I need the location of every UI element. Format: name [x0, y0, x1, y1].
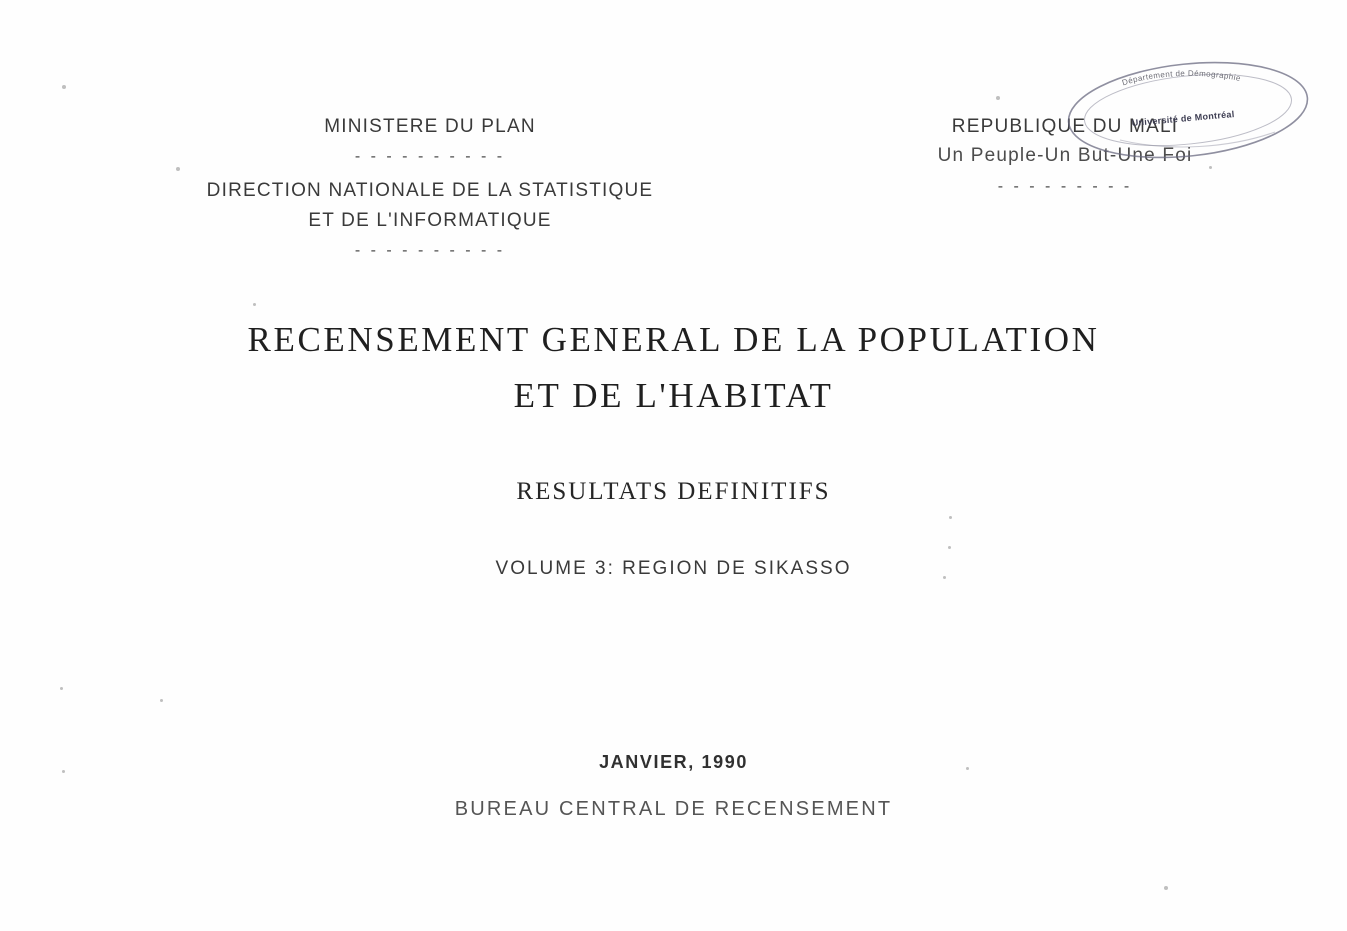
publication-date: JANVIER, 1990: [599, 752, 748, 772]
direction-line-2: ET DE L'INFORMATIQUE: [308, 209, 552, 231]
scan-speck: [160, 699, 163, 702]
scan-speck: [948, 546, 951, 549]
stamp-mid-text: Université de Montréal: [1131, 109, 1235, 128]
ministry-line: MINISTERE DU PLAN: [324, 116, 536, 137]
scan-speck: [996, 96, 1000, 100]
scan-speck: [62, 85, 66, 89]
header-left-separator-2: - - - - - - - - - -: [354, 242, 506, 260]
scan-speck: [949, 516, 952, 519]
republic-line: REPUBLIQUE DU MALI: [951, 116, 1179, 137]
motto-line: Un Peuple-Un But-Une Foi: [937, 145, 1193, 167]
volume-label: VOLUME 3: REGION DE SIKASSO: [495, 558, 852, 579]
direction-line-1: DIRECTION NATIONALE DE LA STATISTIQUE: [206, 180, 654, 202]
header-right-separator: - - - - - - - - -: [997, 177, 1133, 195]
title-line-1: RECENSEMENT GENERAL DE LA POPULATION: [247, 320, 1100, 359]
header-left-separator-1: - - - - - - - - - -: [354, 148, 506, 166]
header-right-block: [830, 112, 1300, 206]
scan-speck: [60, 687, 63, 690]
title-line-2: ET DE L'HABITAT: [513, 376, 834, 415]
scan-speck: [253, 303, 256, 306]
document-subtitle: RESULTATS DEFINITIFS: [516, 478, 831, 505]
stamp-top-text: Département de Démographie: [1120, 68, 1242, 88]
page-title: [0, 320, 1347, 416]
bureau-label: BUREAU CENTRAL DE RECENSEMENT: [454, 798, 893, 820]
header-left-block: [160, 112, 700, 270]
scan-speck: [1164, 886, 1168, 890]
stamp-arc-path: [1090, 76, 1286, 110]
